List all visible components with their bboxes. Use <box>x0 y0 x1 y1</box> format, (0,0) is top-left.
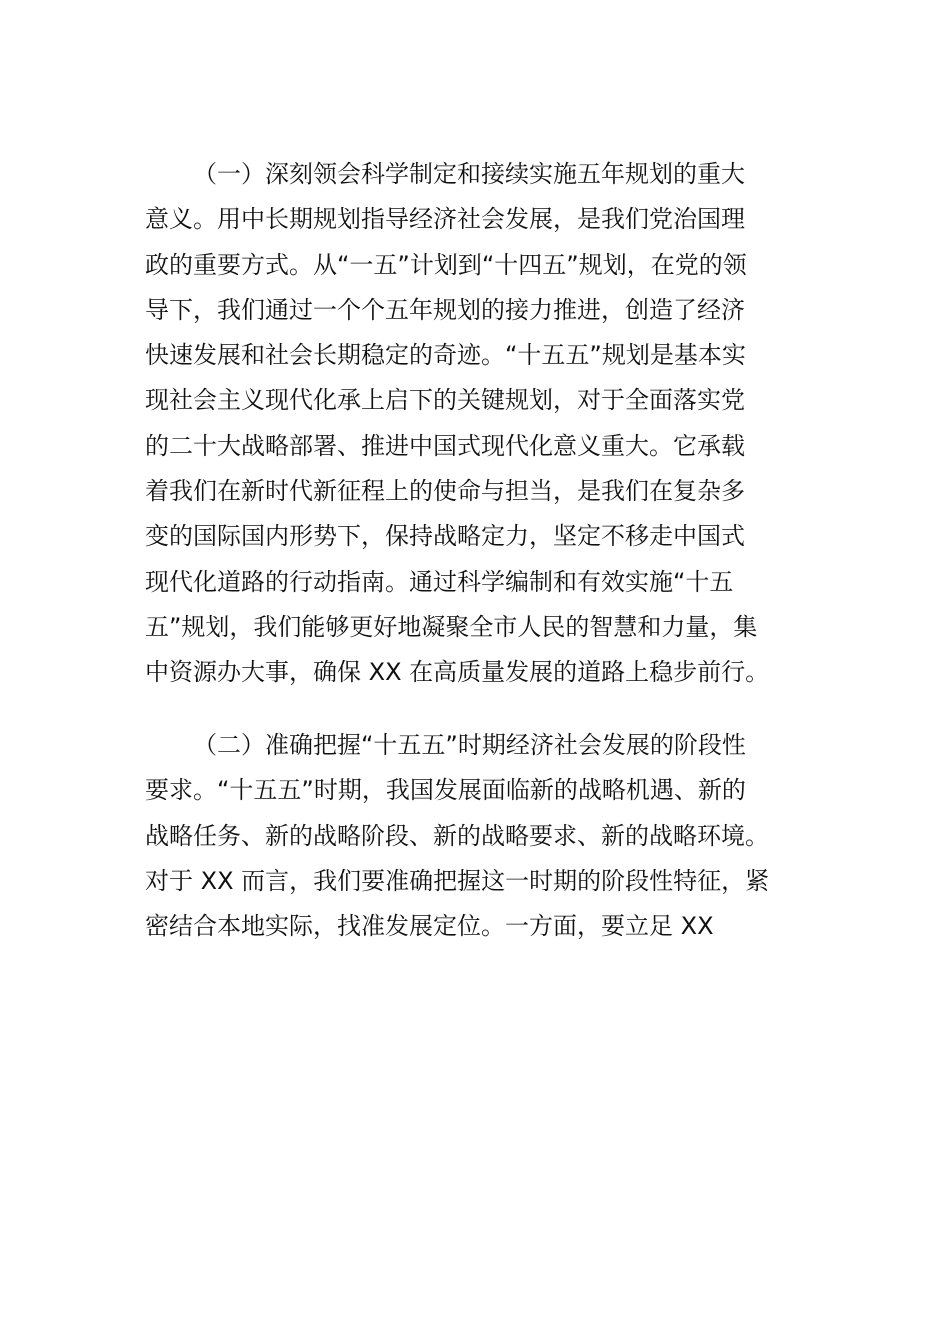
paragraph-significance <box>145 152 810 696</box>
text-line: 对于 XX 而言，我们要准确把握这一时期的阶段性特征，紧 <box>145 866 770 895</box>
text-line: 导下，我们通过一个个五年规划的接力推进，创造了经济 <box>145 295 745 324</box>
text-line: 五”规划，我们能够更好地凝聚全市人民的智慧和力量，集 <box>145 612 758 641</box>
text-line: 战略任务、新的战略阶段、新的战略要求、新的战略环境。 <box>145 821 769 850</box>
text-line: 变的国际国内形势下，保持战略定力，坚定不移走中国式 <box>145 522 745 551</box>
text-line: 意义。用中长期规划指导经济社会发展，是我们党治国理 <box>145 205 745 234</box>
text-line: 中资源办大事，确保 XX 在高质量发展的道路上稳步前行。 <box>145 658 770 687</box>
text-line: 政的重要方式。从“一五”计划到“十四五”规划，在党的领 <box>145 250 747 279</box>
text-line: 的二十大战略部署、推进中国式现代化意义重大。它承载 <box>145 431 745 460</box>
text-line: 现社会主义现代化承上启下的关键规划，对于全面落实党 <box>145 386 745 415</box>
text-line: 要求。“十五五”时期，我国发展面临新的战略机遇、新的 <box>145 776 746 805</box>
paragraph-stage-requirements <box>145 723 810 949</box>
text-line: （一）深刻领会科学制定和接续实施五年规划的重大 <box>193 160 745 188</box>
text-line: 着我们在新时代新征程上的使命与担当，是我们在复杂多 <box>145 477 745 506</box>
text-line: 快速发展和社会长期稳定的奇迹。“十五五”规划是基本实 <box>145 341 746 370</box>
text-line: 密结合本地实际，找准发展定位。一方面，要立足 XX <box>145 912 714 941</box>
text-line: 现代化道路的行动指南。通过科学编制和有效实施“十五 <box>145 567 734 596</box>
text-line: （二）准确把握“十五五”时期经济社会发展的阶段性 <box>193 731 746 759</box>
